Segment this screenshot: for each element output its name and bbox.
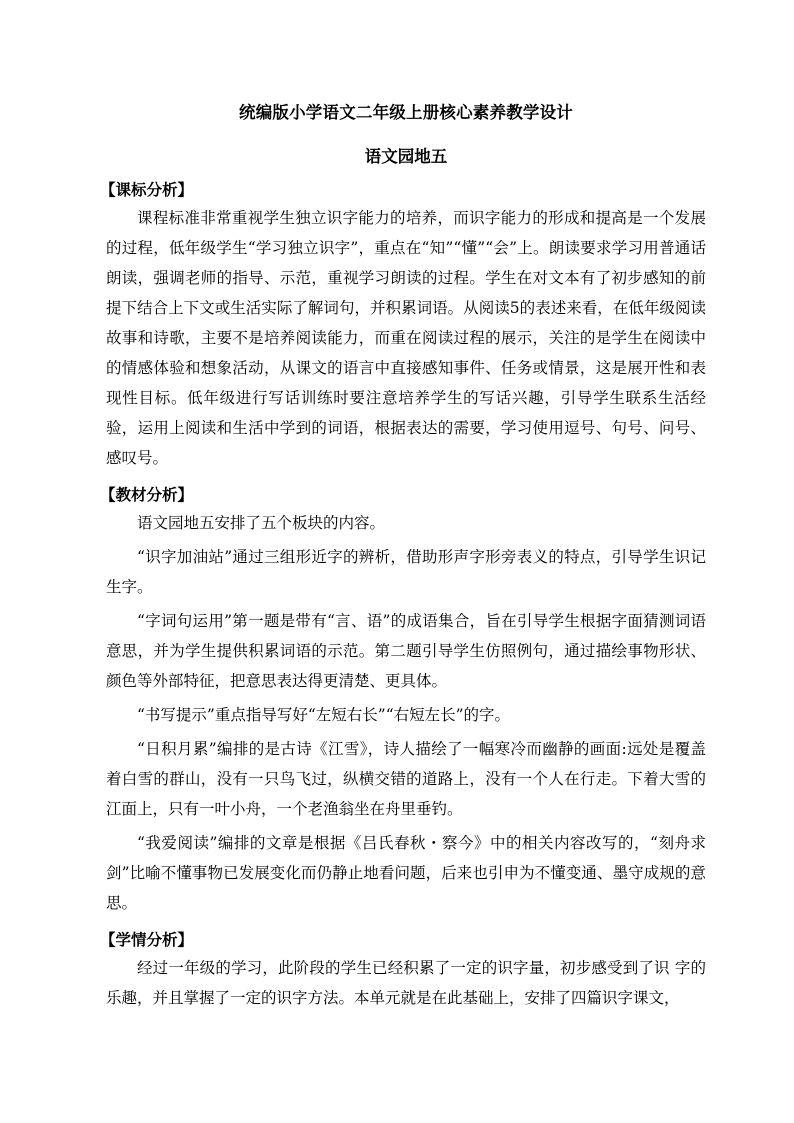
section-textbook-analysis [100, 484, 706, 918]
document-body [100, 102, 706, 1013]
section-heading: 【学情分析】 [100, 930, 194, 949]
paragraph: “我爱阅读”编排的文章是根据《吕氏春秋・察今》中的相关内容改写的，“刻舟求剑”比喻不懂事物已发展变化而仍静止地看问题，后来也引申为不懂变通、墨守成规的意思。 [106, 834, 706, 912]
paragraph: “书写提示”重点指导写好“左短右长”“右短左长”的字。 [137, 706, 511, 724]
section-curriculum-analysis [100, 179, 706, 473]
document-subtitle: 语文园地五 [364, 147, 448, 166]
section-heading: 【课标分析】 [100, 180, 194, 199]
paragraph: 语文园地五安排了五个板块的内容。 [137, 514, 386, 532]
paragraph: “识字加油站”通过三组形近字的辨析，借助形声字形旁表义的特点，引导学生识记生字。 [106, 548, 706, 596]
paragraph: “字词句运用”第一题是带有“言、语”的成语集合，旨在引导学生根据字面猜测词语意思，并为学生提供积累词语的示范。第二题引导学生仿照例句，通过描绘事物形状、颜色等外部特征，把意思表达得更清楚、更具体。 [106, 612, 706, 690]
section-student-analysis [100, 929, 706, 1013]
paragraph: “日积月累”编排的是古诗《江雪》，诗人描绘了一幅寒冷而幽静的画面:远处是覆盖着白雪的群山，没有一只鸟飞过，纵横交错的道路上，没有一个人在行走。下着大雪的江面上，只有一叶小舟，一个老渔翁坐在舟里垂钓。 [106, 740, 706, 818]
section-heading: 【教材分析】 [100, 485, 194, 504]
document-title: 统编版小学语文二年级上册核心素养教学设计 [239, 103, 573, 122]
paragraph: 课程标准非常重视学生独立识字能力的培养，而识字能力的形成和提高是一个发展的过程，低年级学生“学习独立识字”，重点在“知”“懂”“会”上。朗读要求学习用普通话朗读，强调老师的指导、示范，重视学习朗读的过程。学生在对文本有了初步感知的前提下结合上下文或生活实际了解词句，并积累词语。从阅读5的表述来看，在低年级阅读故事和诗歌，主要不是培养阅读能力，而重在阅读过程的展示，关注的是学生在阅读中的情感体验和想象活动，从课文的语言中直接感知事件、任务或情景，这是展开性和表现性目标。低年级进行写话训练时要注意培养学生的写话兴趣，引导学生联系生活经验，运用上阅读和生活中学到的词语，根据表达的需要，学习使用逗号、句号、问号、感叹号。 [106, 209, 706, 467]
paragraph: 经过一年级的学习，此阶段的学生已经积累了一定的识字量，初步感受到了识 字的乐趣，并且掌握了一定的识字方法。本单元就是在此基础上，安排了四篇识字课文， [106, 959, 706, 1007]
